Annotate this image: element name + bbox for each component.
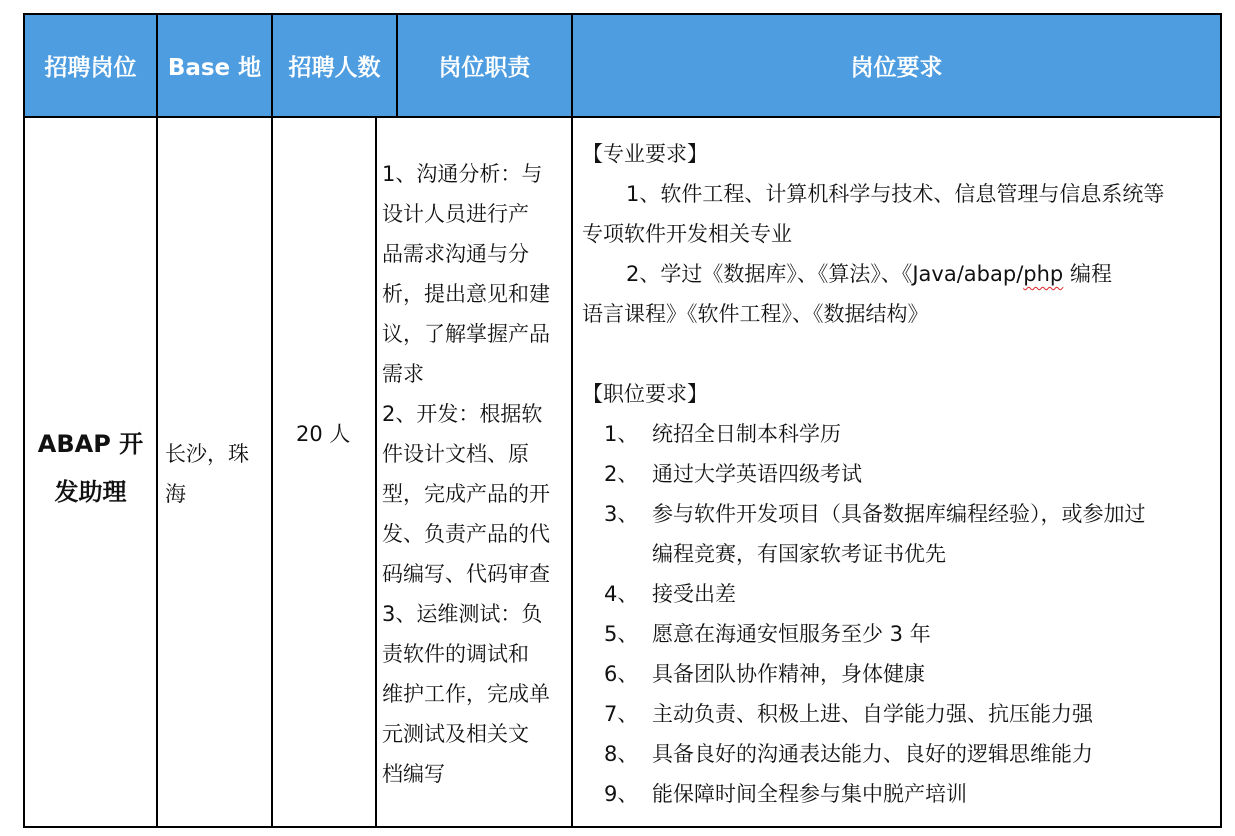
position-title bbox=[24, 420, 157, 516]
duties-line: 维护工作，完成单 bbox=[382, 682, 550, 706]
duties-line: 析，提出意见和建 bbox=[382, 282, 550, 306]
duties-line: 品需求沟通与分 bbox=[382, 242, 529, 266]
header-duties: 岗位职责 bbox=[438, 54, 531, 81]
list-item-number: 3、 bbox=[604, 502, 639, 526]
duties-line: 件设计文档、原 bbox=[382, 442, 529, 466]
list-item-text: 通过大学英语四级考试 bbox=[652, 462, 862, 486]
duties-line: 设计人员进行产 bbox=[382, 202, 529, 226]
job-requirements-heading: 【职位要求】 bbox=[582, 382, 708, 406]
list-item-number: 2、 bbox=[604, 462, 639, 486]
duties-line: 2、开发：根据软 bbox=[382, 402, 543, 426]
duties-line: 需求 bbox=[382, 362, 424, 386]
base-location bbox=[165, 434, 249, 514]
professional-requirement-2-line-2: 语言课程》《软件工程》、《数据结构》 bbox=[582, 302, 929, 326]
list-item-text: 能保障时间全程参与集中脱产培训 bbox=[652, 782, 967, 806]
list-item-text: 统招全日制本科学历 bbox=[652, 422, 841, 446]
list-item-number: 5、 bbox=[604, 622, 639, 646]
header-headcount: 招聘人数 bbox=[288, 54, 381, 81]
spellcheck-underlined-word: php bbox=[1023, 262, 1064, 286]
list-item-text: 接受出差 bbox=[652, 582, 736, 606]
professional-requirement-1-line-1: 1、软件工程、计算机科学与技术、信息管理与信息系统等 bbox=[626, 182, 1165, 206]
column-divider-4 bbox=[571, 13, 573, 828]
professional-requirement-2-line-1 bbox=[626, 258, 1112, 288]
duties-line: 码编写、代码审查 bbox=[382, 562, 550, 586]
list-item-number: 8、 bbox=[604, 742, 639, 766]
column-divider-2 bbox=[271, 13, 273, 828]
professional-requirements-heading: 【专业要求】 bbox=[582, 142, 708, 166]
duties-line: 1、沟通分析：与 bbox=[382, 162, 543, 186]
table-border-top bbox=[23, 13, 1222, 15]
duties-line: 档编写 bbox=[382, 762, 445, 786]
list-item-number: 1、 bbox=[604, 422, 639, 446]
list-item-text: 具备良好的沟通表达能力、良好的逻辑思维能力 bbox=[652, 742, 1093, 766]
headcount-value: 20 人 bbox=[296, 422, 351, 446]
header-divider bbox=[23, 116, 1222, 118]
list-item-number: 7、 bbox=[604, 702, 639, 726]
list-item-text-continued: 编程竞赛，有国家软考证书优先 bbox=[652, 542, 946, 566]
list-item-text: 愿意在海通安恒服务至少 3 年 bbox=[652, 622, 931, 646]
base-location-line-2: 海 bbox=[165, 482, 186, 506]
list-item-text: 具备团队协作精神，身体健康 bbox=[652, 662, 925, 686]
duties-line: 议，了解掌握产品 bbox=[382, 322, 550, 346]
professional-requirement-2-suffix: 编程 bbox=[1063, 262, 1112, 286]
position-title-line-2: 发助理 bbox=[54, 478, 127, 506]
table-border-bottom bbox=[23, 826, 1222, 828]
position-title-line-1: ABAP 开 bbox=[37, 430, 144, 458]
duties-text bbox=[382, 154, 570, 794]
header-position: 招聘岗位 bbox=[44, 54, 137, 81]
table-border-right bbox=[1220, 13, 1222, 828]
header-requirements: 岗位要求 bbox=[850, 54, 943, 81]
duties-line: 发、负责产品的代 bbox=[382, 522, 550, 546]
duties-line: 型，完成产品的开 bbox=[382, 482, 550, 506]
column-divider-3-body bbox=[375, 117, 377, 828]
list-item-number: 4、 bbox=[604, 582, 639, 606]
base-location-line-1: 长沙，珠 bbox=[165, 442, 249, 466]
professional-requirement-2-text: 2、学过《数据库》、《算法》、《Java/abap/ bbox=[626, 262, 1024, 286]
duties-line: 3、运维测试：负 bbox=[382, 602, 543, 626]
duties-line: 责软件的调试和 bbox=[382, 642, 529, 666]
list-item-text: 参与软件开发项目（具备数据库编程经验），或参加过 bbox=[652, 502, 1146, 526]
column-divider-3-header bbox=[396, 13, 398, 117]
duties-line: 元测试及相关文 bbox=[382, 722, 529, 746]
list-item-number: 6、 bbox=[604, 662, 639, 686]
professional-requirement-1-line-2: 专项软件开发相关专业 bbox=[582, 222, 792, 246]
header-base-location: Base 地 bbox=[167, 54, 262, 81]
list-item-text: 主动负责、积极上进、自学能力强、抗压能力强 bbox=[652, 702, 1093, 726]
list-item-number: 9、 bbox=[604, 782, 639, 806]
